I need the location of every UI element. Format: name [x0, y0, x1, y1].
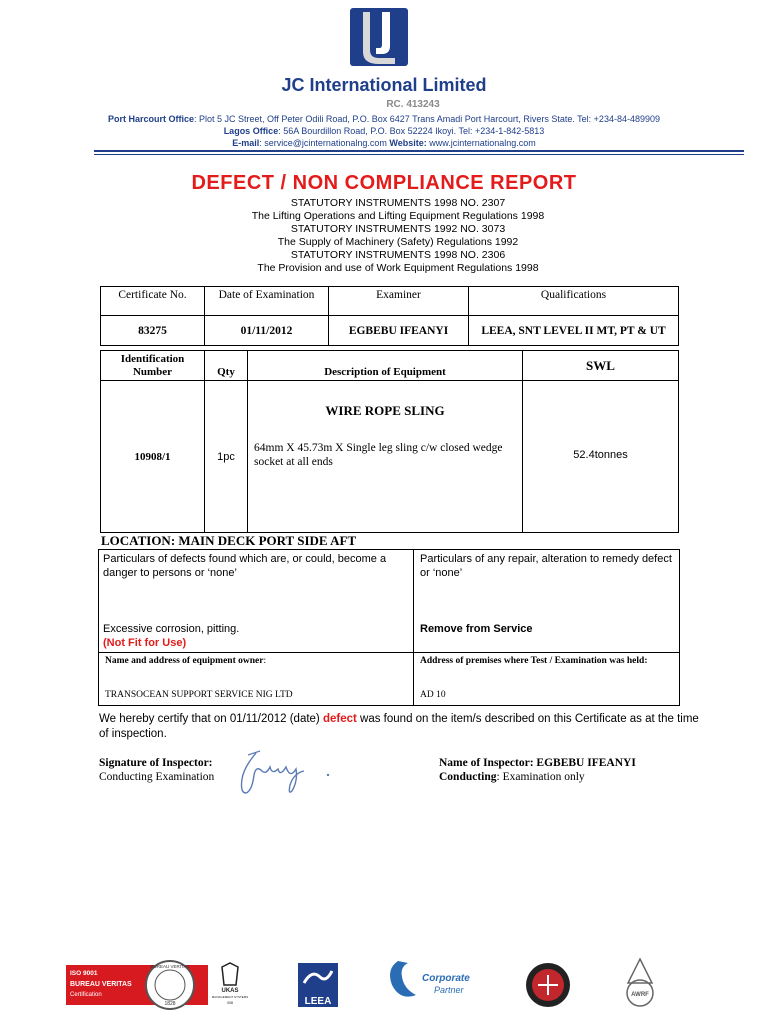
owner-value: TRANSOCEAN SUPPORT SERVICE NIG LTD — [105, 690, 293, 700]
inspector-conducting-line: Conducting: Examination only — [439, 771, 585, 783]
equip-header-swl: SWL — [523, 351, 679, 381]
inspector-block — [439, 756, 636, 784]
signature-sub: Conducting Examination — [99, 771, 215, 783]
cert-header: Qualifications — [469, 287, 679, 316]
svg-text:LEEA: LEEA — [304, 996, 332, 1007]
remedy-text: Remove from Service — [420, 623, 533, 635]
statute-line: STATUTORY INSTRUMENTS 1998 NO. 2306 — [290, 249, 506, 261]
signature-block — [99, 756, 214, 784]
owner-label: Name and address of equipment owner: — [105, 656, 267, 666]
leea-logo — [298, 963, 338, 1007]
svg-text:BUREAU VERITAS: BUREAU VERITAS — [70, 981, 132, 988]
ukas-logo — [212, 963, 249, 1005]
remedy-header: Particulars of any repair, alteration to remedy defect or ‘none’ — [420, 553, 672, 579]
svg-text:Corporate: Corporate — [422, 973, 470, 984]
defects-table — [98, 549, 680, 706]
equipment-table — [100, 350, 679, 533]
defect-status: (Not Fit for Use) — [103, 637, 187, 649]
owner-cell — [99, 653, 414, 706]
premises-cell — [414, 653, 680, 706]
company-logo — [346, 6, 412, 70]
cert-header: Examiner — [329, 287, 469, 316]
address-lagos: Lagos Office: 56A Bourdillon Road, P.O. Box 52224 Ikoyi. Tel: +234-1-842-5813 — [223, 126, 545, 136]
inspector-signature — [232, 745, 342, 800]
defects-cell — [99, 550, 414, 653]
equip-desc-title: WIRE ROPE SLING — [325, 403, 445, 418]
company-name: JC International Limited — [281, 75, 487, 95]
cert-header: Date of Examination — [205, 287, 329, 316]
certify-defect-word: defect — [322, 713, 357, 725]
cert-header: Certificate No. — [101, 287, 205, 316]
statute-line: STATUTORY INSTRUMENTS 1998 NO. 2307 — [290, 197, 506, 209]
certificate-table — [100, 286, 679, 346]
svg-text:UKAS: UKAS — [221, 988, 239, 994]
awrf-logo — [627, 959, 653, 1006]
website-link[interactable]: www.jcinternationalng.com — [426, 138, 536, 148]
svg-text:Certification: Certification — [70, 992, 102, 998]
equip-header-qty: Qty — [205, 351, 248, 381]
equip-desc-body: 64mm X 45.73m X Single leg sling c/w closed wedge socket at all ends — [254, 442, 503, 468]
svg-text:1828: 1828 — [164, 1001, 176, 1007]
premises-value: AD 10 — [420, 690, 446, 700]
certify-statement: We hereby certify that on 01/11/2012 (date) defect was found on the item/s described on this Certificate as at the time of inspection. — [99, 713, 699, 740]
svg-text:AWRF: AWRF — [631, 992, 649, 998]
red-seal-logo — [526, 963, 570, 1007]
svg-text:008: 008 — [227, 1001, 233, 1005]
header-rule — [94, 150, 744, 152]
equip-header-id: Identification Number — [101, 351, 205, 381]
svg-text:ISO 9001: ISO 9001 — [70, 970, 98, 977]
statute-line: The Provision and use of Work Equipment Regulations 1998 — [257, 262, 539, 274]
company-rc: RC. 413243 — [386, 99, 440, 110]
statute-line: The Supply of Machinery (Safety) Regulations 1992 — [277, 236, 519, 248]
address-port-harcourt: Port Harcourt Office: Plot 5 JC Street, Off Peter Odili Road, P.O. Box 6427 Trans Amadi Port Harcourt, Rivers State. Tel: +234-84-489909 — [107, 114, 660, 124]
equip-swl: 52.4tonnes — [523, 381, 679, 533]
svg-text:BUREAU VERITAS: BUREAU VERITAS — [150, 964, 190, 969]
corporate-partner-logo — [390, 961, 470, 997]
location-label: LOCATION: MAIN DECK PORT SIDE AFT — [101, 533, 357, 548]
examiner: EGBEBU IFEANYI — [329, 316, 469, 346]
cert-number: 83275 — [101, 316, 205, 346]
signature-label: Signature of Inspector: — [99, 757, 213, 769]
defects-header: Particulars of defects found which are, or could, become a danger to persons or ‘none’ — [103, 553, 387, 579]
premises-label: Address of premises where Test / Examination was held: — [420, 656, 648, 666]
exam-date: 01/11/2012 — [205, 316, 329, 346]
contact-line: E-mail: service@jcinternationalng.com Website: www.jcinternationalng.com — [232, 138, 536, 148]
equip-header-desc: Description of Equipment — [248, 351, 523, 381]
equip-id: 10908/1 — [101, 381, 205, 533]
inspector-name-line: Name of Inspector: EGBEBU IFEANYI — [439, 757, 636, 769]
bureau-veritas-logo — [66, 961, 208, 1009]
remedy-cell — [414, 550, 680, 653]
defect-text: Excessive corrosion, pitting. — [103, 623, 240, 635]
equip-description — [248, 381, 523, 533]
accreditation-logos — [0, 955, 768, 1015]
email-link[interactable]: : service@jcinternationalng.com — [259, 138, 390, 148]
svg-text:Partner: Partner — [434, 985, 464, 995]
equip-qty: 1pc — [205, 381, 248, 533]
report-title: DEFECT / NON COMPLIANCE REPORT — [191, 172, 577, 194]
statute-line: STATUTORY INSTRUMENTS 1992 NO. 3073 — [290, 223, 506, 235]
svg-text:MANAGEMENT SYSTEMS: MANAGEMENT SYSTEMS — [211, 995, 249, 999]
qualifications: LEEA, SNT LEVEL II MT, PT & UT — [469, 316, 679, 346]
statute-line: The Lifting Operations and Lifting Equipment Regulations 1998 — [251, 210, 545, 222]
header-rule-thin — [94, 154, 744, 155]
